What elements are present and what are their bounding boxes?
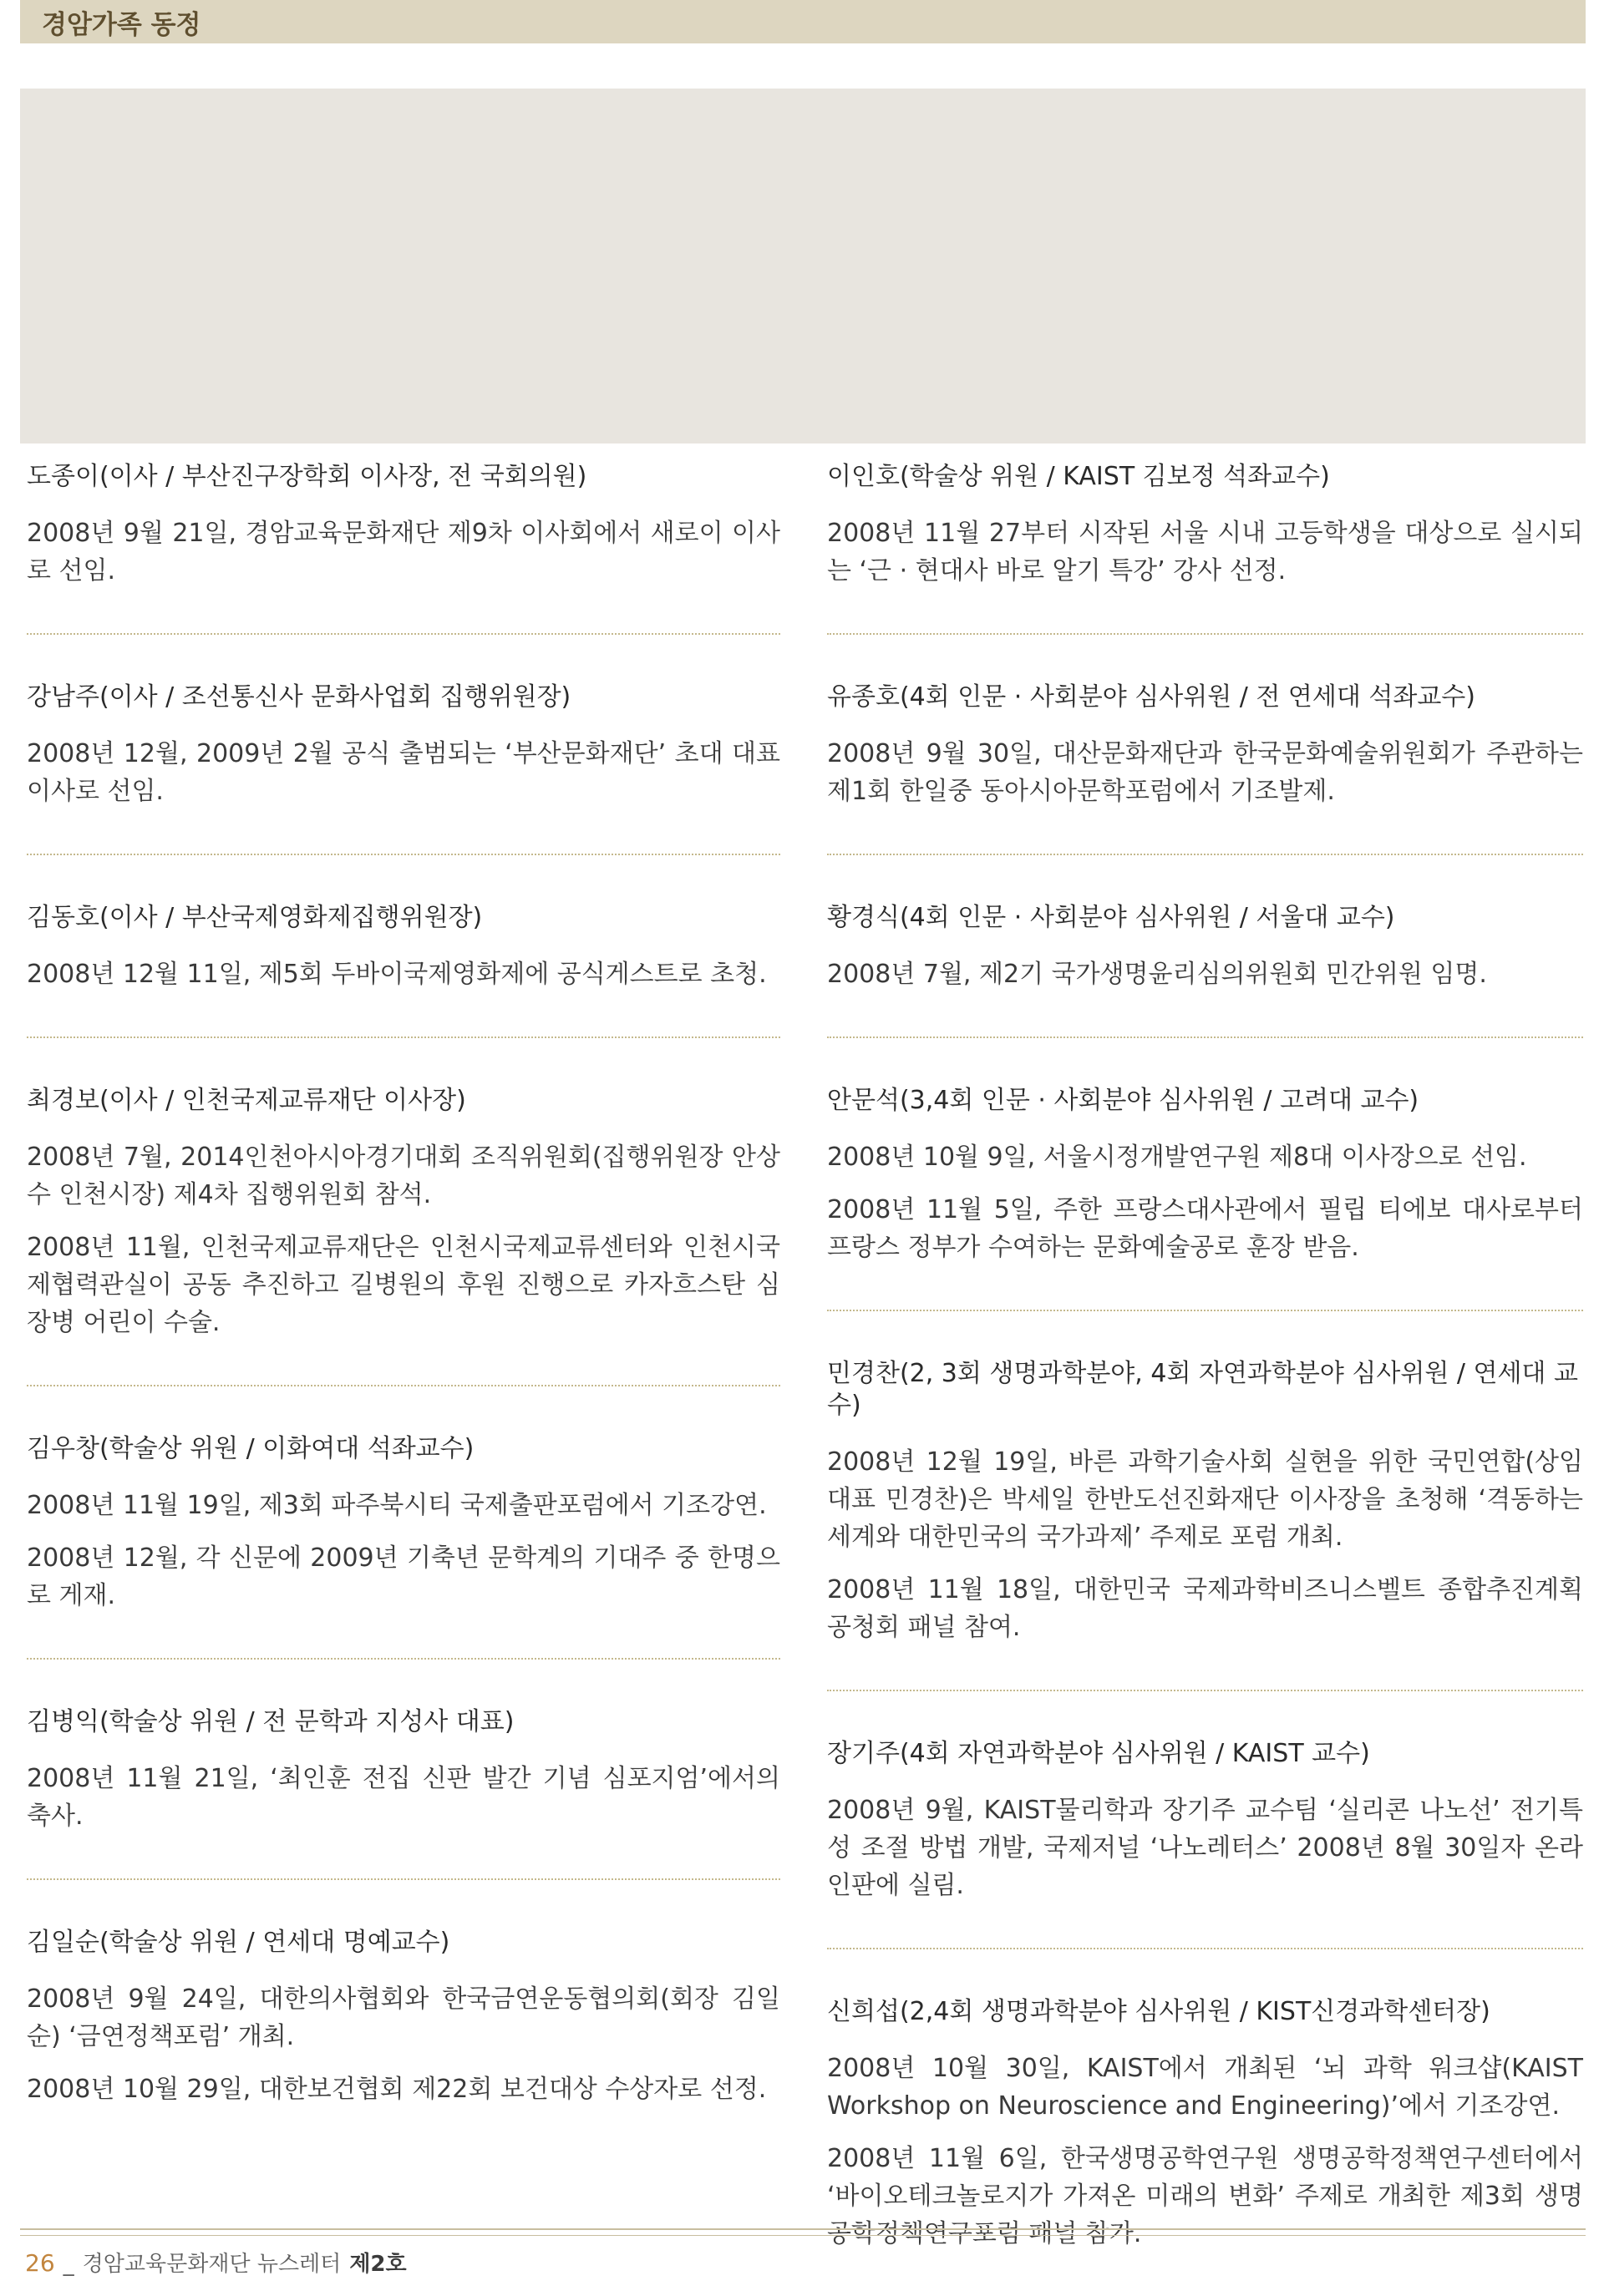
entry-text: 2008년 10월 9일, 서울시정개발연구원 제8대 이사장으로 선임. <box>827 1143 1527 1172</box>
entry-text: 2008년 12월, 각 신문에 2009년 기축년 문학계의 기대주 중 한명으로 게재. <box>27 1543 780 1610</box>
news-entry <box>827 1738 1583 1949</box>
news-entry <box>827 461 1583 635</box>
entry-text: 2008년 12월 19일, 바른 과학기술사회 실현을 위한 국민연합(상임대표 민경찬)은 박세일 한반도선진화재단 이사장을 초청해 ‘격동하는 세계와 대한민국의 국가과제’ 주제로 포럼 개최. <box>827 1447 1583 1552</box>
entry-text: 2008년 12월, 2009년 2월 공식 출범되는 ‘부산문화재단’ 초대 대표이사로 선임. <box>27 739 780 806</box>
news-entry <box>27 902 780 1038</box>
news-entry <box>27 1433 780 1660</box>
entry-text: 2008년 11월 19일, 제3회 파주북시티 국제출판포럼에서 기조강연. <box>27 1491 767 1520</box>
entry-text: 2008년 11월 18일, 대한민국 국제과학비즈니스벨트 종합추진계획 공청회 패널 참여. <box>827 1575 1583 1642</box>
entry-text: 2008년 11월 27부터 시작된 서울 시내 고등학생을 대상으로 실시되는 ‘근 · 현대사 바로 알기 특강’ 강사 선정. <box>827 519 1583 585</box>
entry-text: 2008년 10월 30일, KAIST에서 개최된 ‘뇌 과학 워크샵(KAIST Workshop on Neuroscience and Engineering)’에서 기조강연. <box>827 2054 1583 2121</box>
entry-name: 강남주(이사 / 조선통신사 문화사업회 집행위원장) <box>27 682 571 712</box>
entry-text: 2008년 10월 29일, 대한보건협회 제22회 보건대상 수상자로 선정. <box>27 2075 767 2104</box>
news-entry <box>827 1996 1583 2296</box>
entry-text: 2008년 9월 24일, 대한의사협회와 한국금연운동협의회(회장 김일순) ‘금연정책포럼’ 개최. <box>27 1984 780 2051</box>
publication-name: 경암교육문화재단 뉴스레터 <box>82 2252 342 2277</box>
section-title: 경암가족 동정 <box>42 9 201 40</box>
news-entry <box>827 1358 1583 1691</box>
group-photo-placeholder <box>20 89 1586 443</box>
entry-name: 이인호(학술상 위원 / KAIST 김보정 석좌교수) <box>827 462 1330 491</box>
news-entry <box>27 682 780 855</box>
news-entry <box>27 1706 780 1880</box>
entry-name: 김일순(학술상 위원 / 연세대 명예교수) <box>27 1928 450 1957</box>
news-entry <box>27 461 780 635</box>
entry-text: 2008년 12월 11일, 제5회 두바이국제영화제에 공식게스트로 초청. <box>27 960 767 989</box>
entry-name: 신희섭(2,4회 생명과학분야 심사위원 / KIST신경과학센터장) <box>827 1997 1490 2026</box>
entry-text: 2008년 9월 21일, 경암교육문화재단 제9차 이사회에서 새로이 이사로 선임. <box>27 519 780 585</box>
page-number: 26 <box>25 2249 55 2277</box>
entry-name: 도종이(이사 / 부산진구장학회 이사장, 전 국회의원) <box>27 462 587 491</box>
news-entry <box>27 1085 780 1386</box>
entry-name: 민경찬(2, 3회 생명과학분야, 4회 자연과학분야 심사위원 / 연세대 교수) <box>827 1359 1578 1420</box>
entry-text: 2008년 11월 6일, 한국생명공학연구원 생명공학정책연구센터에서 ‘바이오테크놀로지가 가져온 미래의 변화’ 주제로 개최한 제3회 생명공학정책연구포럼 패널 참가. <box>827 2144 1583 2248</box>
entry-name: 유종호(4회 인문 · 사회분야 심사위원 / 전 연세대 석좌교수) <box>827 682 1475 712</box>
right-column <box>827 461 1583 2296</box>
entry-name: 김병익(학술상 위원 / 전 문학과 지성사 대표) <box>27 1707 515 1736</box>
footer-separator: _ <box>63 2252 74 2277</box>
left-column <box>27 461 780 2152</box>
section-header-bar <box>20 0 1586 43</box>
entry-name: 김동호(이사 / 부산국제영화제집행위원장) <box>27 903 483 932</box>
entry-text: 2008년 7월, 제2기 국가생명윤리심의위원회 민간위원 임명. <box>827 960 1487 989</box>
entry-name: 최경보(이사 / 인천국제교류재단 이사장) <box>27 1086 466 1115</box>
entry-name: 김우창(학술상 위원 / 이화여대 석좌교수) <box>27 1434 475 1463</box>
entry-name: 황경식(4회 인문 · 사회분야 심사위원 / 서울대 교수) <box>827 903 1395 932</box>
footer-rule <box>20 2228 1586 2236</box>
entry-text: 2008년 9월 30일, 대산문화재단과 한국문화예술위원회가 주관하는 제1회 한일중 동아시아문학포럼에서 기조발제. <box>827 739 1583 806</box>
page-footer <box>25 2247 407 2278</box>
news-entry <box>27 1927 780 2152</box>
entry-text: 2008년 11월 5일, 주한 프랑스대사관에서 필립 티에보 대사로부터 프랑스 정부가 수여하는 문화예술공로 훈장 받음. <box>827 1195 1583 1262</box>
entry-text: 2008년 7월, 2014인천아시아경기대회 조직위원회(집행위원장 안상수 인천시장) 제4차 집행위원회 참석. <box>27 1143 780 1209</box>
entry-name: 안문석(3,4회 인문 · 사회분야 심사위원 / 고려대 교수) <box>827 1086 1419 1115</box>
news-entry <box>827 1085 1583 1311</box>
issue-number: 제2호 <box>349 2252 407 2277</box>
news-entry <box>827 902 1583 1038</box>
entry-text: 2008년 9월, KAIST물리학과 장기주 교수팀 ‘실리콘 나노선’ 전기특성 조절 방법 개발, 국제저널 ‘나노레터스’ 2008년 8월 30일자 온라인판에 실림. <box>827 1796 1583 1900</box>
entry-text: 2008년 11월, 인천국제교류재단은 인천시국제교류센터와 인천시국제협력관실이 공동 추진하고 길병원의 후원 진행으로 카자흐스탄 심장병 어린이 수술. <box>27 1233 780 1337</box>
entry-name: 장기주(4회 자연과학분야 심사위원 / KAIST 교수) <box>827 1739 1370 1768</box>
entry-text: 2008년 11월 21일, ‘최인훈 전집 신판 발간 기념 심포지엄’에서의 축사. <box>27 1764 780 1831</box>
news-entry <box>827 682 1583 855</box>
